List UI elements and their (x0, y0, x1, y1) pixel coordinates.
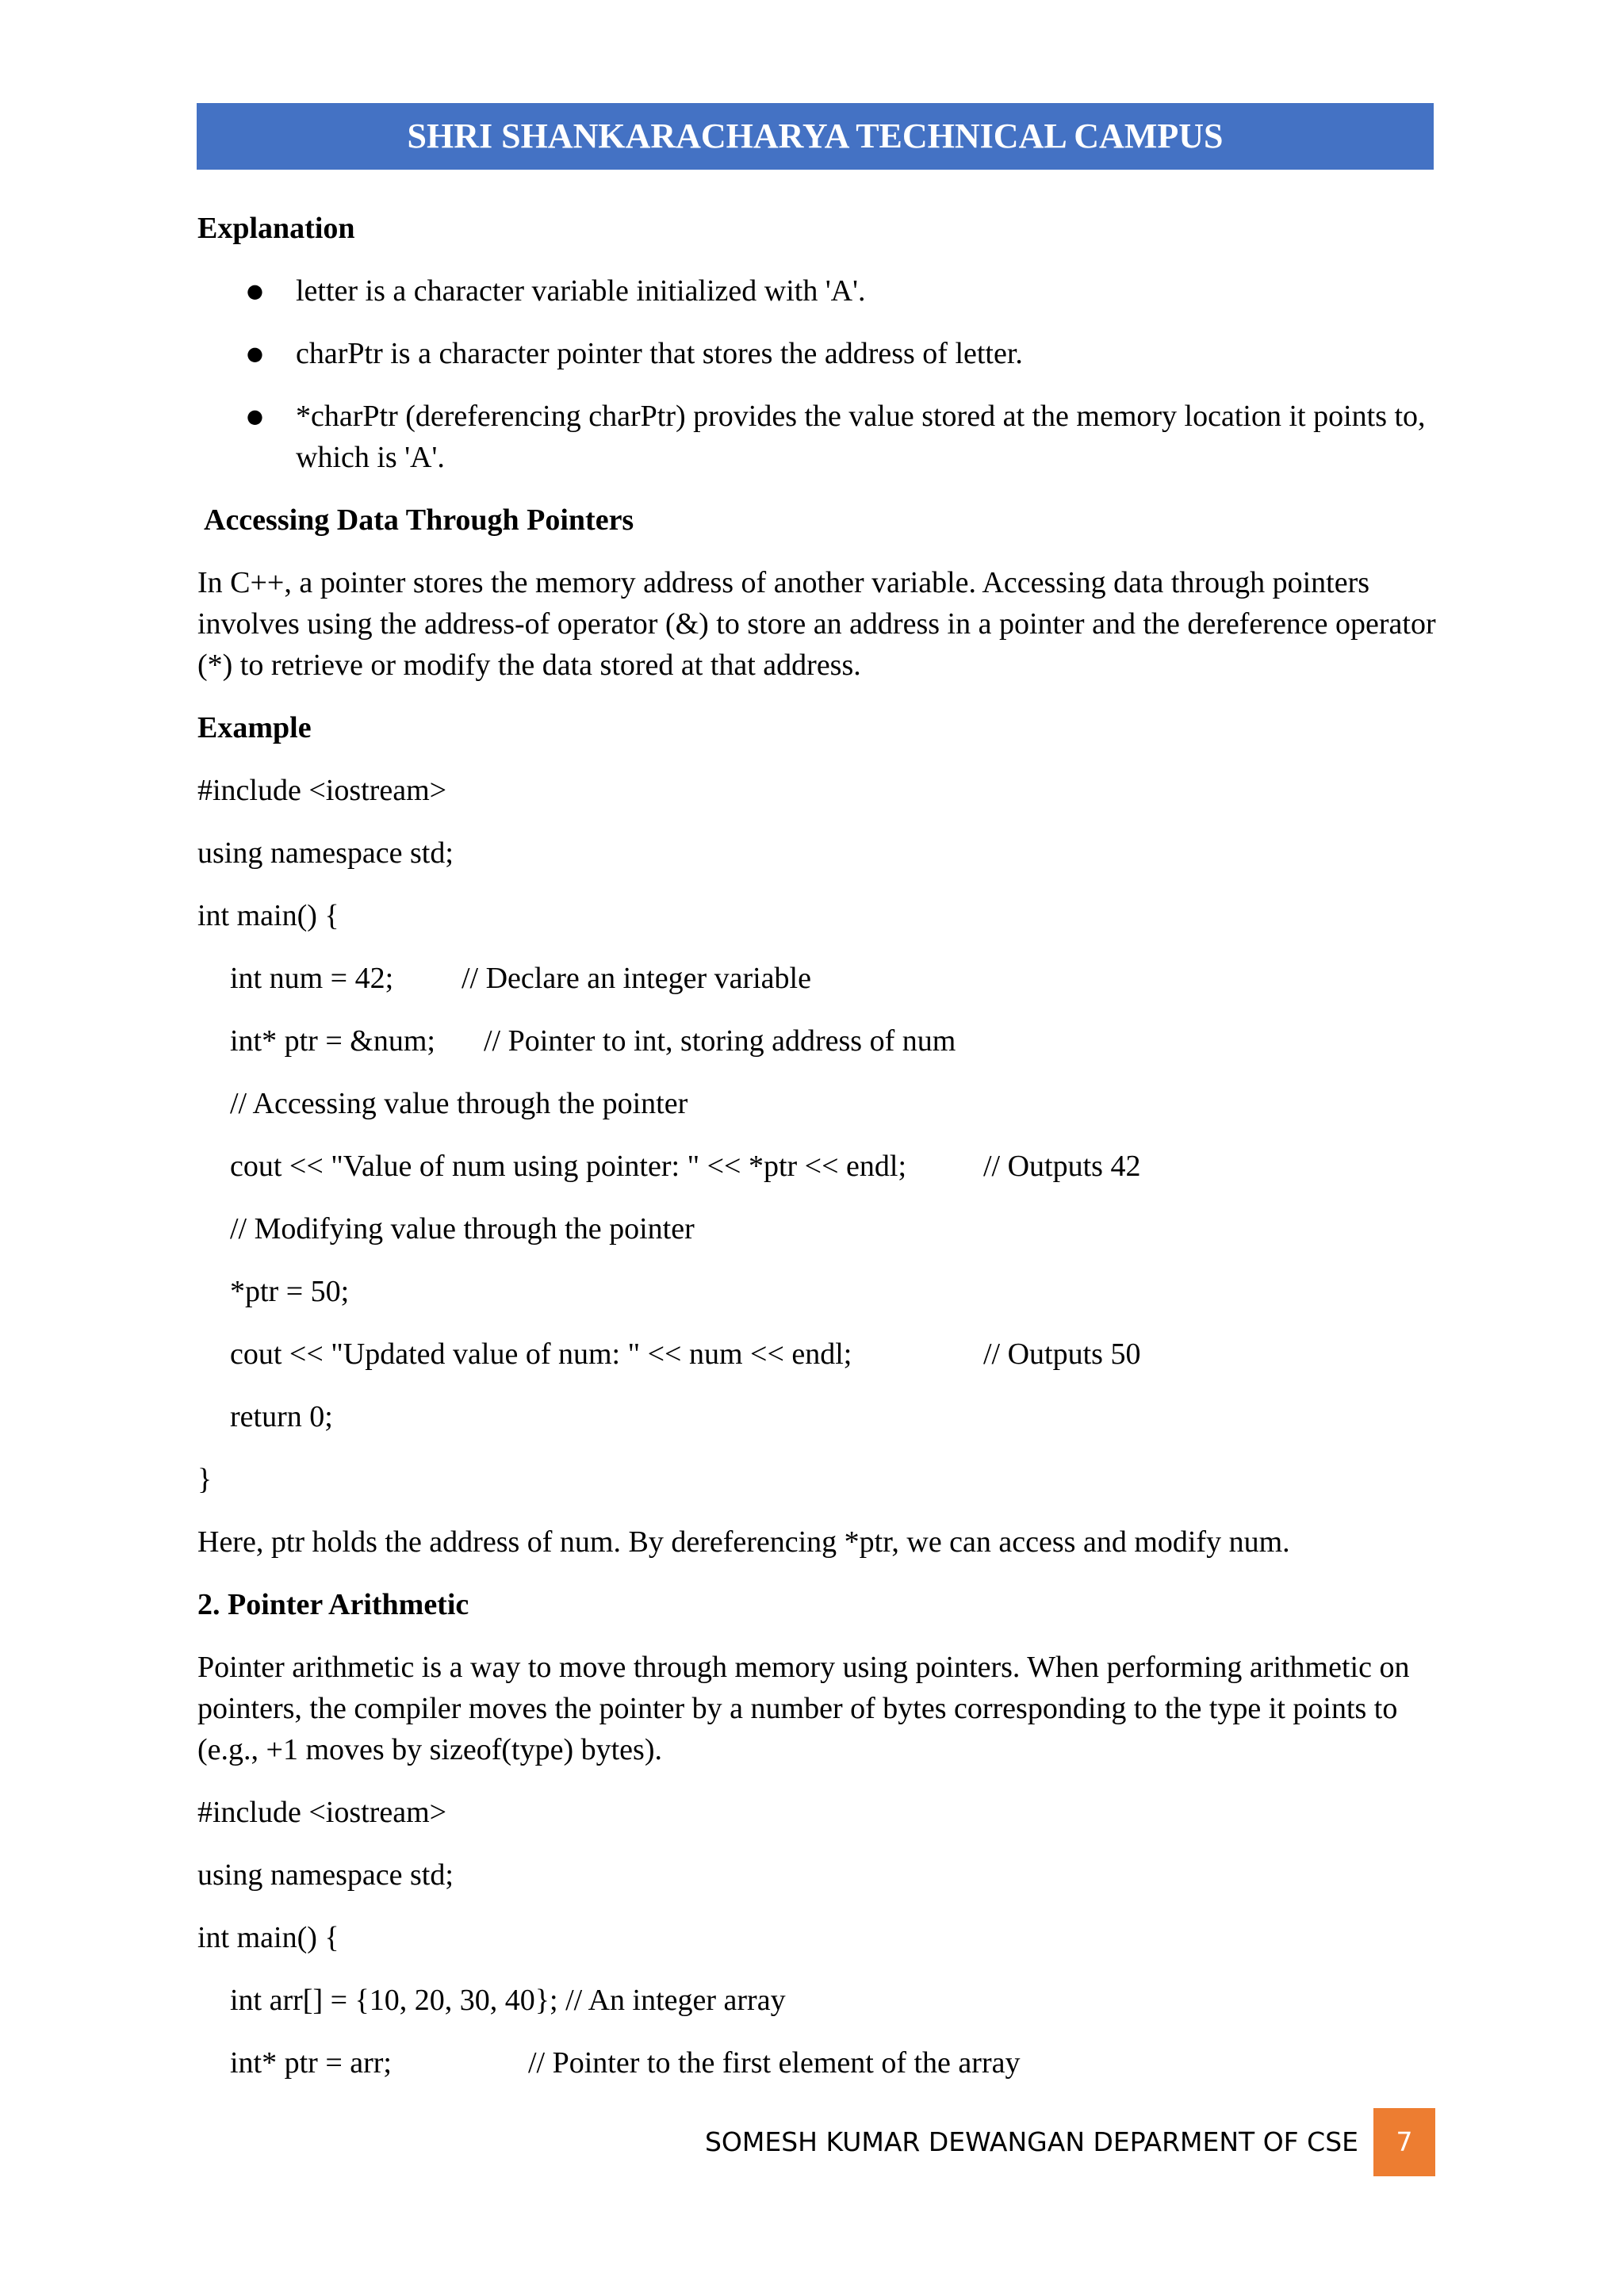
example-summary: Here, ptr holds the address of num. By dereferencing *ptr, we can access and modify num. (197, 1525, 1290, 1559)
list-item-text: *charPtr (dereferencing charPtr) provides the value stored at the memory location it points to, which is 'A'. (296, 400, 1426, 474)
code-line: } (197, 1463, 213, 1496)
institution-title: SHRI SHANKARACHARYA TECHNICAL CAMPUS (407, 117, 1224, 155)
footer-author: SOMESH KUMAR DEWANGAN DEPARMENT OF CSE (704, 2126, 1358, 2157)
code-line: // Modifying value through the pointer (230, 1212, 695, 1246)
code-comment: // Pointer to the first element of the array (528, 2046, 1021, 2080)
code-text: int num = 42; (230, 962, 394, 995)
bullet-icon: ● (247, 342, 263, 365)
code-text: cout << "Updated value of num: " << num << endl; (230, 1337, 852, 1371)
arithmetic-heading: 2. Pointer Arithmetic (197, 1588, 469, 1621)
accessing-heading: Accessing Data Through Pointers (204, 503, 634, 537)
bullet-icon: ● (247, 280, 263, 302)
code-line (197, 2042, 1436, 2084)
code-line (197, 1020, 1436, 1062)
code-comment: // Pointer to int, storing address of num (484, 1024, 956, 1058)
page-number: 7 (1396, 2126, 1413, 2157)
list-item (197, 270, 1436, 312)
bullet-icon: ● (247, 405, 263, 427)
example-heading: Example (197, 711, 312, 744)
page-number-badge (1373, 2108, 1435, 2176)
list-item-text: charPtr is a character pointer that stores the address of letter. (296, 337, 1023, 370)
code-line: int arr[] = {10, 20, 30, 40}; // An integer array (230, 1984, 786, 2017)
code-line (197, 1334, 1436, 1375)
list-item (197, 333, 1436, 374)
code-comment: // Declare an integer variable (462, 962, 811, 995)
code-comment: // Outputs 42 (983, 1150, 1141, 1183)
arithmetic-code-block (197, 1792, 1436, 2084)
code-line (197, 1146, 1436, 1187)
list-item-text: letter is a character variable initialized with 'A'. (296, 274, 866, 308)
code-text: int* ptr = arr; (230, 2046, 392, 2080)
code-line: using namespace std; (197, 1858, 454, 1892)
code-line: return 0; (230, 1400, 333, 1433)
page-content (197, 208, 1436, 2105)
header-banner (197, 103, 1434, 170)
code-line: #include <iostream> (197, 774, 447, 807)
code-line: int main() { (197, 1921, 339, 1954)
accessing-paragraph: In C++, a pointer stores the memory address of another variable. Accessing data through pointers involves using the address-of operator (&) to store an address in a pointer and the dereference operator (*) to retrieve or modify the data stored at that address. (197, 566, 1436, 682)
code-line: using namespace std; (197, 836, 454, 870)
code-line (197, 958, 1436, 999)
code-line: // Accessing value through the pointer (230, 1087, 688, 1120)
code-line: int main() { (197, 899, 339, 932)
code-comment: // Outputs 50 (983, 1337, 1141, 1371)
list-item (197, 396, 1436, 478)
code-text: int* ptr = &num; (230, 1024, 435, 1058)
explanation-heading: Explanation (197, 212, 355, 245)
explanation-list (197, 270, 1436, 478)
code-line: *ptr = 50; (230, 1275, 350, 1308)
arithmetic-paragraph: Pointer arithmetic is a way to move through memory using pointers. When performing arithmetic on pointers, the compiler moves the pointer by a number of bytes corresponding to the type it points to (e.g., +1 moves by sizeof(type) bytes). (197, 1651, 1410, 1766)
example-code-block (197, 770, 1436, 1500)
code-line: #include <iostream> (197, 1796, 447, 1829)
code-text: cout << "Value of num using pointer: " << *ptr << endl; (230, 1150, 906, 1183)
